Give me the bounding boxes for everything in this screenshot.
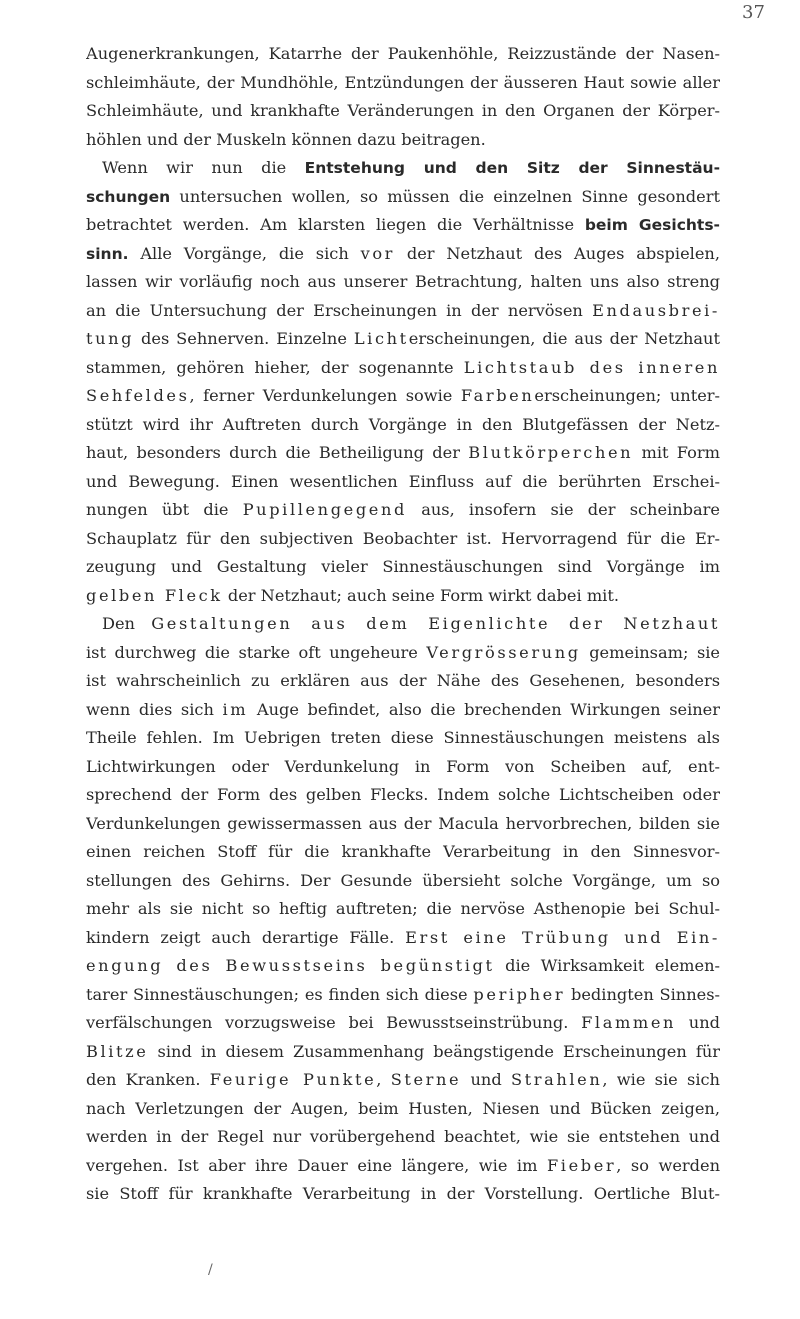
- spaced-emphasis: Lichtstaub des inneren: [463, 357, 720, 377]
- text-run: kindern zeigt auch derartige Fälle.: [86, 927, 406, 947]
- text-line: [86, 525, 720, 554]
- text-run: aus, insofern sie der scheinbare: [406, 500, 720, 519]
- text-line: [86, 639, 720, 668]
- text-run: Alle Vorgänge, die sich: [128, 243, 361, 263]
- spaced-emphasis: peripher: [473, 984, 566, 1004]
- bold-emphasis: schungen: [86, 187, 171, 206]
- text-run: , so werden: [616, 1155, 720, 1175]
- text-line: [86, 211, 720, 240]
- spaced-emphasis: Strahlen: [510, 1070, 603, 1089]
- text-line: [86, 354, 720, 383]
- text-run: mit Form: [633, 443, 720, 462]
- text-run: mehr als sie nicht so heftig auftreten; die nervöse Asthenopie bei Schul-: [86, 899, 720, 918]
- text-line: [86, 1038, 720, 1067]
- text-run: wenn dies sich: [86, 699, 223, 719]
- spaced-emphasis: Blitze: [86, 1041, 149, 1061]
- text-run: den Kranken.: [86, 1070, 210, 1089]
- text-run: an die Untersuchung der Erscheinungen in der nervösen: [86, 300, 593, 320]
- page-number: 37: [742, 2, 765, 23]
- spaced-emphasis: Feurige Punkte: [209, 1070, 377, 1089]
- bold-emphasis: beim Gesichts-: [584, 216, 720, 234]
- spaced-emphasis: Farben: [460, 386, 535, 405]
- text-run: sprechend der Form des gelben Flecks. Indem solche Lichtscheiben oder: [86, 785, 720, 804]
- text-run: Schauplatz für den subjectiven Beobachter ist. Hervorragend für die Er-: [86, 528, 720, 548]
- text-line: [86, 610, 720, 639]
- spaced-emphasis: Flammen: [581, 1013, 677, 1032]
- spaced-emphasis: Pupillengegend: [242, 500, 407, 519]
- text-line: [86, 325, 720, 354]
- text-run: und: [676, 1013, 720, 1032]
- spaced-emphasis: Blutkörperchen: [468, 443, 634, 462]
- stray-mark: /: [208, 1262, 213, 1278]
- text-line: [86, 382, 720, 411]
- text-run: nungen übt die: [86, 500, 243, 519]
- text-run: Theile fehlen. Im Uebrigen treten diese Sinnestäuschungen meistens als: [86, 728, 720, 747]
- text-run: gemeinsam; sie: [580, 642, 720, 662]
- spaced-emphasis: Endausbrei-: [592, 300, 720, 320]
- text-line: [86, 468, 720, 497]
- text-run: erscheinungen; unter-: [534, 386, 720, 405]
- text-line: [86, 1152, 720, 1181]
- text-line: [86, 268, 720, 297]
- text-run: des Sehnerven. Einzelne: [134, 329, 354, 348]
- text-run: Auge befindet, also die brechenden Wirkungen seiner: [248, 699, 720, 719]
- text-line: [86, 753, 720, 782]
- text-line: [86, 240, 720, 269]
- spaced-emphasis: Sterne: [390, 1070, 462, 1089]
- text-run: tarer Sinnestäuschungen; es finden sich diese: [86, 984, 474, 1004]
- text-line: [86, 496, 720, 525]
- text-line: [86, 1180, 720, 1209]
- text-line: [86, 781, 720, 810]
- text-line: [86, 97, 720, 126]
- text-run: , wie sie sich: [602, 1070, 720, 1089]
- text-line: [86, 553, 720, 582]
- text-line: [86, 952, 720, 981]
- text-run: Lichtwirkungen oder Verdunkelung in Form von Scheiben auf, ent-: [86, 756, 720, 776]
- text-run: sind in diesem Zusammenhang beängstigende Erscheinungen für: [148, 1041, 720, 1061]
- text-run: der Netzhaut; auch seine Form wirkt dabei mit.: [222, 585, 619, 605]
- text-line: [86, 154, 720, 183]
- text-line: [86, 411, 720, 440]
- text-line: [86, 924, 720, 953]
- text-line: [86, 582, 720, 611]
- spaced-emphasis: Vergrösserung: [426, 642, 581, 662]
- spaced-emphasis: Sehfeldes: [86, 386, 190, 405]
- spaced-emphasis: Licht: [353, 329, 409, 348]
- text-run: Wenn wir nun die: [102, 158, 305, 177]
- text-run: vergehen. Ist aber ihre Dauer eine längere, wie im: [86, 1155, 547, 1175]
- text-run: stammen, gehören hieher, der sogenannte: [86, 357, 464, 377]
- body-text: [86, 40, 720, 1209]
- spaced-emphasis: vor: [360, 243, 396, 263]
- text-run: erscheinungen, die aus der Netzhaut: [408, 329, 720, 348]
- text-run: und Bewegung. Einen wesentlichen Einfluss auf die berührten Erschei-: [86, 471, 720, 491]
- text-line: [86, 40, 720, 69]
- text-line: [86, 696, 720, 725]
- text-line: [86, 895, 720, 924]
- spaced-emphasis: gelben Fleck: [86, 585, 223, 605]
- spaced-emphasis: Erst eine Trübung und Ein-: [405, 927, 720, 947]
- spaced-emphasis: tung: [86, 329, 135, 348]
- spaced-emphasis: im: [222, 699, 249, 719]
- text-run: nach Verletzungen der Augen, beim Husten, Niesen und Bücken zeigen,: [86, 1098, 720, 1118]
- text-line: [86, 1123, 720, 1152]
- text-run: ist wahrscheinlich zu erklären aus der Nähe des Gesehenen, besonders: [86, 671, 720, 690]
- text-run: Verdunkelungen gewissermassen aus der Macula hervorbrechen, bilden sie: [86, 813, 720, 833]
- text-run: Schleimhäute, und krankhafte Veränderungen in den Organen der Körper-: [86, 101, 720, 120]
- text-run: Den: [102, 614, 152, 633]
- text-line: [86, 667, 720, 696]
- text-run: untersuchen wollen, so müssen die einzelnen Sinne gesondert: [170, 186, 720, 206]
- bold-emphasis: sinn.: [86, 244, 129, 263]
- text-line: [86, 1095, 720, 1124]
- text-run: und: [461, 1070, 511, 1089]
- text-run: haut, besonders durch die Betheiligung der: [86, 443, 469, 462]
- text-run: bedingten Sinnes-: [565, 984, 720, 1004]
- bold-emphasis: Entstehung und den Sitz der Sinnestäu-: [304, 159, 720, 177]
- text-run: , ferner Verdunkelungen sowie: [189, 386, 461, 405]
- text-line: [86, 439, 720, 468]
- text-run: stützt wird ihr Auftreten durch Vorgänge in den Blutgefässen der Netz-: [86, 414, 720, 434]
- spaced-emphasis: engung des Bewusstseins begünstigt: [86, 956, 495, 975]
- text-run: höhlen und der Muskeln können dazu beitragen.: [86, 129, 486, 149]
- text-line: [86, 183, 720, 212]
- text-run: werden in der Regel nur vorübergehend beachtet, wie sie entstehen und: [86, 1127, 720, 1146]
- text-run: der Netzhaut des Auges abspielen,: [395, 243, 720, 263]
- spaced-emphasis: Fieber: [546, 1155, 617, 1175]
- text-line: [86, 1009, 720, 1038]
- text-line: [86, 810, 720, 839]
- spaced-emphasis: Gestaltungen aus dem Eigenlichte der Netzhaut: [151, 614, 720, 633]
- text-run: ist durchweg die starke oft ungeheure: [86, 642, 427, 662]
- text-run: schleimhäute, der Mundhöhle, Entzündungen der äusseren Haut sowie aller: [86, 72, 720, 92]
- text-run: betrachtet werden. Am klarsten liegen die Verhältnisse: [86, 215, 585, 234]
- text-line: [86, 867, 720, 896]
- text-line: [86, 724, 720, 753]
- text-run: stellungen des Gehirns. Der Gesunde übersieht solche Vorgänge, um so: [86, 870, 720, 890]
- text-run: lassen wir vorläufig noch aus unserer Betrachtung, halten uns also streng: [86, 272, 720, 291]
- text-run: verfälschungen vorzugsweise bei Bewusstseinstrübung.: [86, 1013, 582, 1032]
- text-run: Augenerkrankungen, Katarrhe der Paukenhöhle, Reizzustände der Nasen-: [86, 44, 720, 63]
- text-line: [86, 838, 720, 867]
- text-line: [86, 126, 720, 155]
- text-run: zeugung und Gestaltung vieler Sinnestäuschungen sind Vorgänge im: [86, 557, 720, 576]
- text-line: [86, 1066, 720, 1095]
- text-run: die Wirksamkeit elemen-: [494, 956, 720, 975]
- text-run: einen reichen Stoff für die krankhafte Verarbeitung in den Sinnesvor-: [86, 842, 720, 861]
- text-run: sie Stoff für krankhafte Verarbeitung in der Vorstellung. Oertliche Blut-: [86, 1184, 720, 1203]
- text-line: [86, 981, 720, 1010]
- text-line: [86, 297, 720, 326]
- text-line: [86, 69, 720, 98]
- text-run: ,: [376, 1070, 391, 1089]
